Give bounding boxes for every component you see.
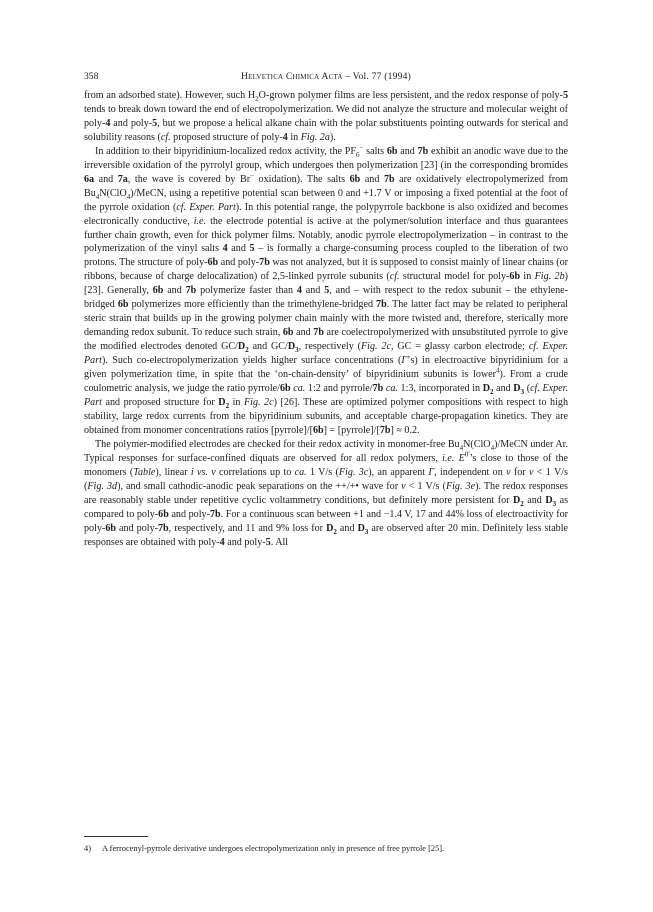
text-run: 2	[489, 388, 494, 397]
text-run: D	[513, 383, 521, 395]
text-run: Fig. 3d	[87, 480, 118, 492]
text-run: 7b	[372, 383, 384, 395]
text-run: D	[218, 396, 226, 408]
text-run: 4	[459, 443, 464, 452]
text-run: 6b	[105, 522, 116, 534]
text-run: 4	[219, 536, 225, 548]
text-run: v	[506, 466, 511, 478]
volume-info: – Vol. 77 (1994)	[345, 71, 411, 82]
text-run: ca.	[385, 383, 398, 395]
paragraph: In addition to their bipyridinium-localized redox activity, the $PF_6^-$ salts 6b and 7b exhibit an anodic wave due to the irreversible oxidation of the pyrrolyl group, which undergoes then polymerization [23] (in the corresponding bromides 6a and 7a, the wave is covered by Br− oxidation). The salts 6b and 7b are oxidatively electropolymerized from $Bu_4N(ClO_4)$/MeCN, using a repetitive potential scan between 0 and +1.7 V or imposing a fixed potential at the foot of the pyrrole oxidation (cf. Exper. Part). In this potential range, the polypyrrole backbone is also oxidized and becomes electronically conductive, i.e. the electrode potential is active at the polymer/solution interface and thus guarantees further chain growth, even for thick polymer films. Notably, anodic pyrrole electropolymerization – in contrast to the polymerization of the vinyl salts 4 and 5 – is formally a charge-consuming process coupled to the liberation of two protons. The structure of poly-6b and poly-7b was not analyzed, but it is supposed to consist mainly of linear chains (or ribbons, because of charge delocalization) of 2,5-linked pyrrole subunits (cf. structural model for poly-6b in Fig. 2b) [23]. Generally, 6b and 7b polymerize faster than 4 and 5, and – with respect to the redox subunit – the ethylene-bridged 6b polymerizes more efficiently than the trimethylene-bridged 7b. The latter fact may be related to peripheral steric strain that builds up in the growing polymer chain mainly with the more twisted and, therefore, sterically more demanding redox subunit. To reduce such strain, 6b and 7b are coelectropolymerized with unsubstituted pyrrole to give the modified electrodes denoted $GC/D_2$ and $GC/D_3$, respectively (Fig. 2c, GC = glassy carbon electrode; cf. Exper. Part). Such co-electropolymerization yields higher surface concentrations (Γ’s) in electroactive bipyridinium for a given polymerization time, in spite that the ‘on-chain-density’ of bipyridinium subunits is lower$^4$). From a crude coulometric analysis, we judge the ratio pyrrole/6b ca. 1:2 and pyrrole/7b ca. 1:3, incorporated in $D_2$ and $D_3$ (cf. Exper. Part and proposed structure for $D_2$ in Fig. 2c) [26]. These are optimized polymer compositions with respect to high stability, large redox currents from the bipyridinium subunits, and acceptable charge-propagation kinetics. They are obtained from monomer concentrations ratios [pyrrole]/[6b] = [pyrrole]/[7b] ≈ 0.2.	[84, 143, 569, 436]
text-run: Fig. 3e	[445, 480, 476, 492]
text-run: 4	[105, 117, 111, 129]
footnote-text: A ferrocenyl-pyrrole derivative undergoes electropolymerization only in presence of free pyrrole [25].	[102, 844, 445, 853]
text-run: 2	[520, 499, 524, 508]
text-run: 7b	[313, 327, 324, 339]
text-run: 2	[333, 527, 337, 536]
text-run: Fig. 3c	[338, 466, 369, 478]
text-run: Γ	[428, 466, 435, 478]
text-run: 6b	[152, 285, 164, 297]
text-run: D	[237, 341, 246, 353]
text-run: Fig. 2c	[243, 396, 274, 408]
text-run: 4	[296, 285, 302, 297]
text-run: Fig. 2b	[534, 271, 565, 283]
text-run: cf. Exper. Part	[84, 341, 569, 367]
text-run: 7a	[117, 173, 128, 185]
text-run: D	[482, 383, 490, 395]
text-run: Γ	[401, 355, 408, 367]
text-run: 6	[355, 150, 360, 159]
text-run: 5	[152, 117, 158, 129]
text-run: 4	[126, 192, 131, 201]
text-run: Fig. 2a	[300, 131, 330, 143]
text-run: 6b	[207, 257, 219, 269]
text-run: 6b	[158, 508, 169, 520]
text-run: 7b	[157, 522, 169, 534]
text-run: 2	[225, 401, 230, 410]
text-run: 6b	[117, 299, 129, 311]
text-run: 7b	[376, 299, 387, 311]
text-run: 6b	[509, 271, 521, 283]
text-run: i.e. E	[442, 452, 465, 464]
text-run: 7b	[383, 173, 395, 185]
text-run: 6b	[279, 383, 291, 395]
text-run: 7b	[209, 508, 221, 520]
text-run: cf.	[389, 271, 400, 283]
text-run: ca.	[293, 383, 306, 395]
text-run: cf.	[160, 131, 171, 143]
text-run: 4	[222, 243, 228, 255]
text-run: i.e.	[193, 215, 207, 227]
text-run: 6b	[386, 145, 398, 157]
text-run: cf. Exper. Part	[176, 201, 236, 213]
text-run: 7b	[185, 285, 197, 297]
text-run: 3	[364, 527, 369, 536]
text-run: i vs. v	[190, 466, 216, 478]
text-run: 3	[295, 346, 299, 355]
text-run: 0'	[464, 450, 470, 459]
text-run: 4	[490, 443, 495, 452]
page-number: 358	[84, 71, 99, 82]
text-run: 4	[496, 366, 500, 375]
text-run: 3	[520, 388, 525, 397]
running-header	[84, 70, 568, 84]
footnote-rule	[84, 836, 148, 837]
text-run: D	[287, 341, 296, 353]
text-run: 4	[282, 131, 288, 143]
text-run: cf. Exper. Part	[84, 383, 569, 408]
text-run: 5	[249, 243, 255, 255]
text-run: 6b	[282, 327, 294, 339]
paragraph: The polymer-modified electrodes are checked for their redox activity in monomer-free $Bu_4N(ClO_4)$/MeCN under Ar. Typical responses for surface-confined diquats are observed for all redox polymers, i.e. $E^{0'}’s$ close to those of the monomers (Table), linear i vs. v correlations up to ca. 1 V/s (Fig. 3c), an apparent Γ, independent on v for v < 1 V/s (Fig. 3d), and small cathodic-anodic peak separations on the ++/+• wave for v < 1 V/s (Fig. 3e). The redox responses are reasonably stable under repetitive cyclic voltammetry conditions, but definitely more persistent for $D_2$ and $D_3$ as compared to poly-6b and poly-7b. For a continuous scan between +1 and −1.4 V, 17 and 44% loss of electroactivity for poly-6b and poly-7b, respectively, and 11 and 9% loss for $D_2$ and $D_3$ are observed after 20 min. Definitely less stable responses are obtained with poly-4 and poly-5. All	[84, 438, 569, 548]
text-run: ca.	[294, 466, 307, 478]
text-run: 5	[562, 90, 568, 101]
footnote-marker: 4)	[84, 844, 91, 853]
text-run: 2	[245, 346, 249, 355]
text-run: 7b	[417, 145, 429, 157]
text-run: 6b	[349, 173, 361, 185]
text-run: Fig. 2c	[361, 341, 391, 353]
text-run: 4	[95, 192, 100, 201]
text-run: −	[359, 143, 364, 152]
text-run: D	[357, 522, 365, 534]
text-run: 5	[324, 285, 330, 297]
text-run: 7b	[259, 257, 270, 269]
text-run: D	[512, 494, 521, 506]
text-run: D	[545, 494, 553, 506]
running-title	[84, 70, 568, 84]
text-run: −	[250, 171, 255, 180]
journal-name: Helvetica Chimica Acta	[241, 71, 343, 82]
body-text	[84, 89, 568, 549]
paragraph: from an adsorbed state). However, such $H_2O$-grown polymer films are less persistent, and the redox response of poly-5 tends to break down toward the end of electropolymerization. We did not analyze the structure and molecular weight of poly-4 and poly-5, but we propose a helical alkane chain with the polar substituents pointing outwards for sterical and solubility reasons (cf. proposed structure of poly-4 in Fig. 2a).	[84, 90, 568, 143]
text-run: 6a	[84, 173, 95, 185]
text-run: 6b	[313, 424, 324, 436]
text-run: v	[401, 480, 406, 492]
text-run: 7b	[379, 424, 391, 436]
text-run: 2	[255, 95, 259, 104]
text-run: v	[528, 466, 534, 478]
footnote	[84, 843, 568, 854]
text-run: 3	[552, 499, 557, 508]
text-run: Table	[133, 466, 156, 478]
text-run: 5	[265, 536, 271, 548]
text-run: D	[326, 522, 334, 534]
